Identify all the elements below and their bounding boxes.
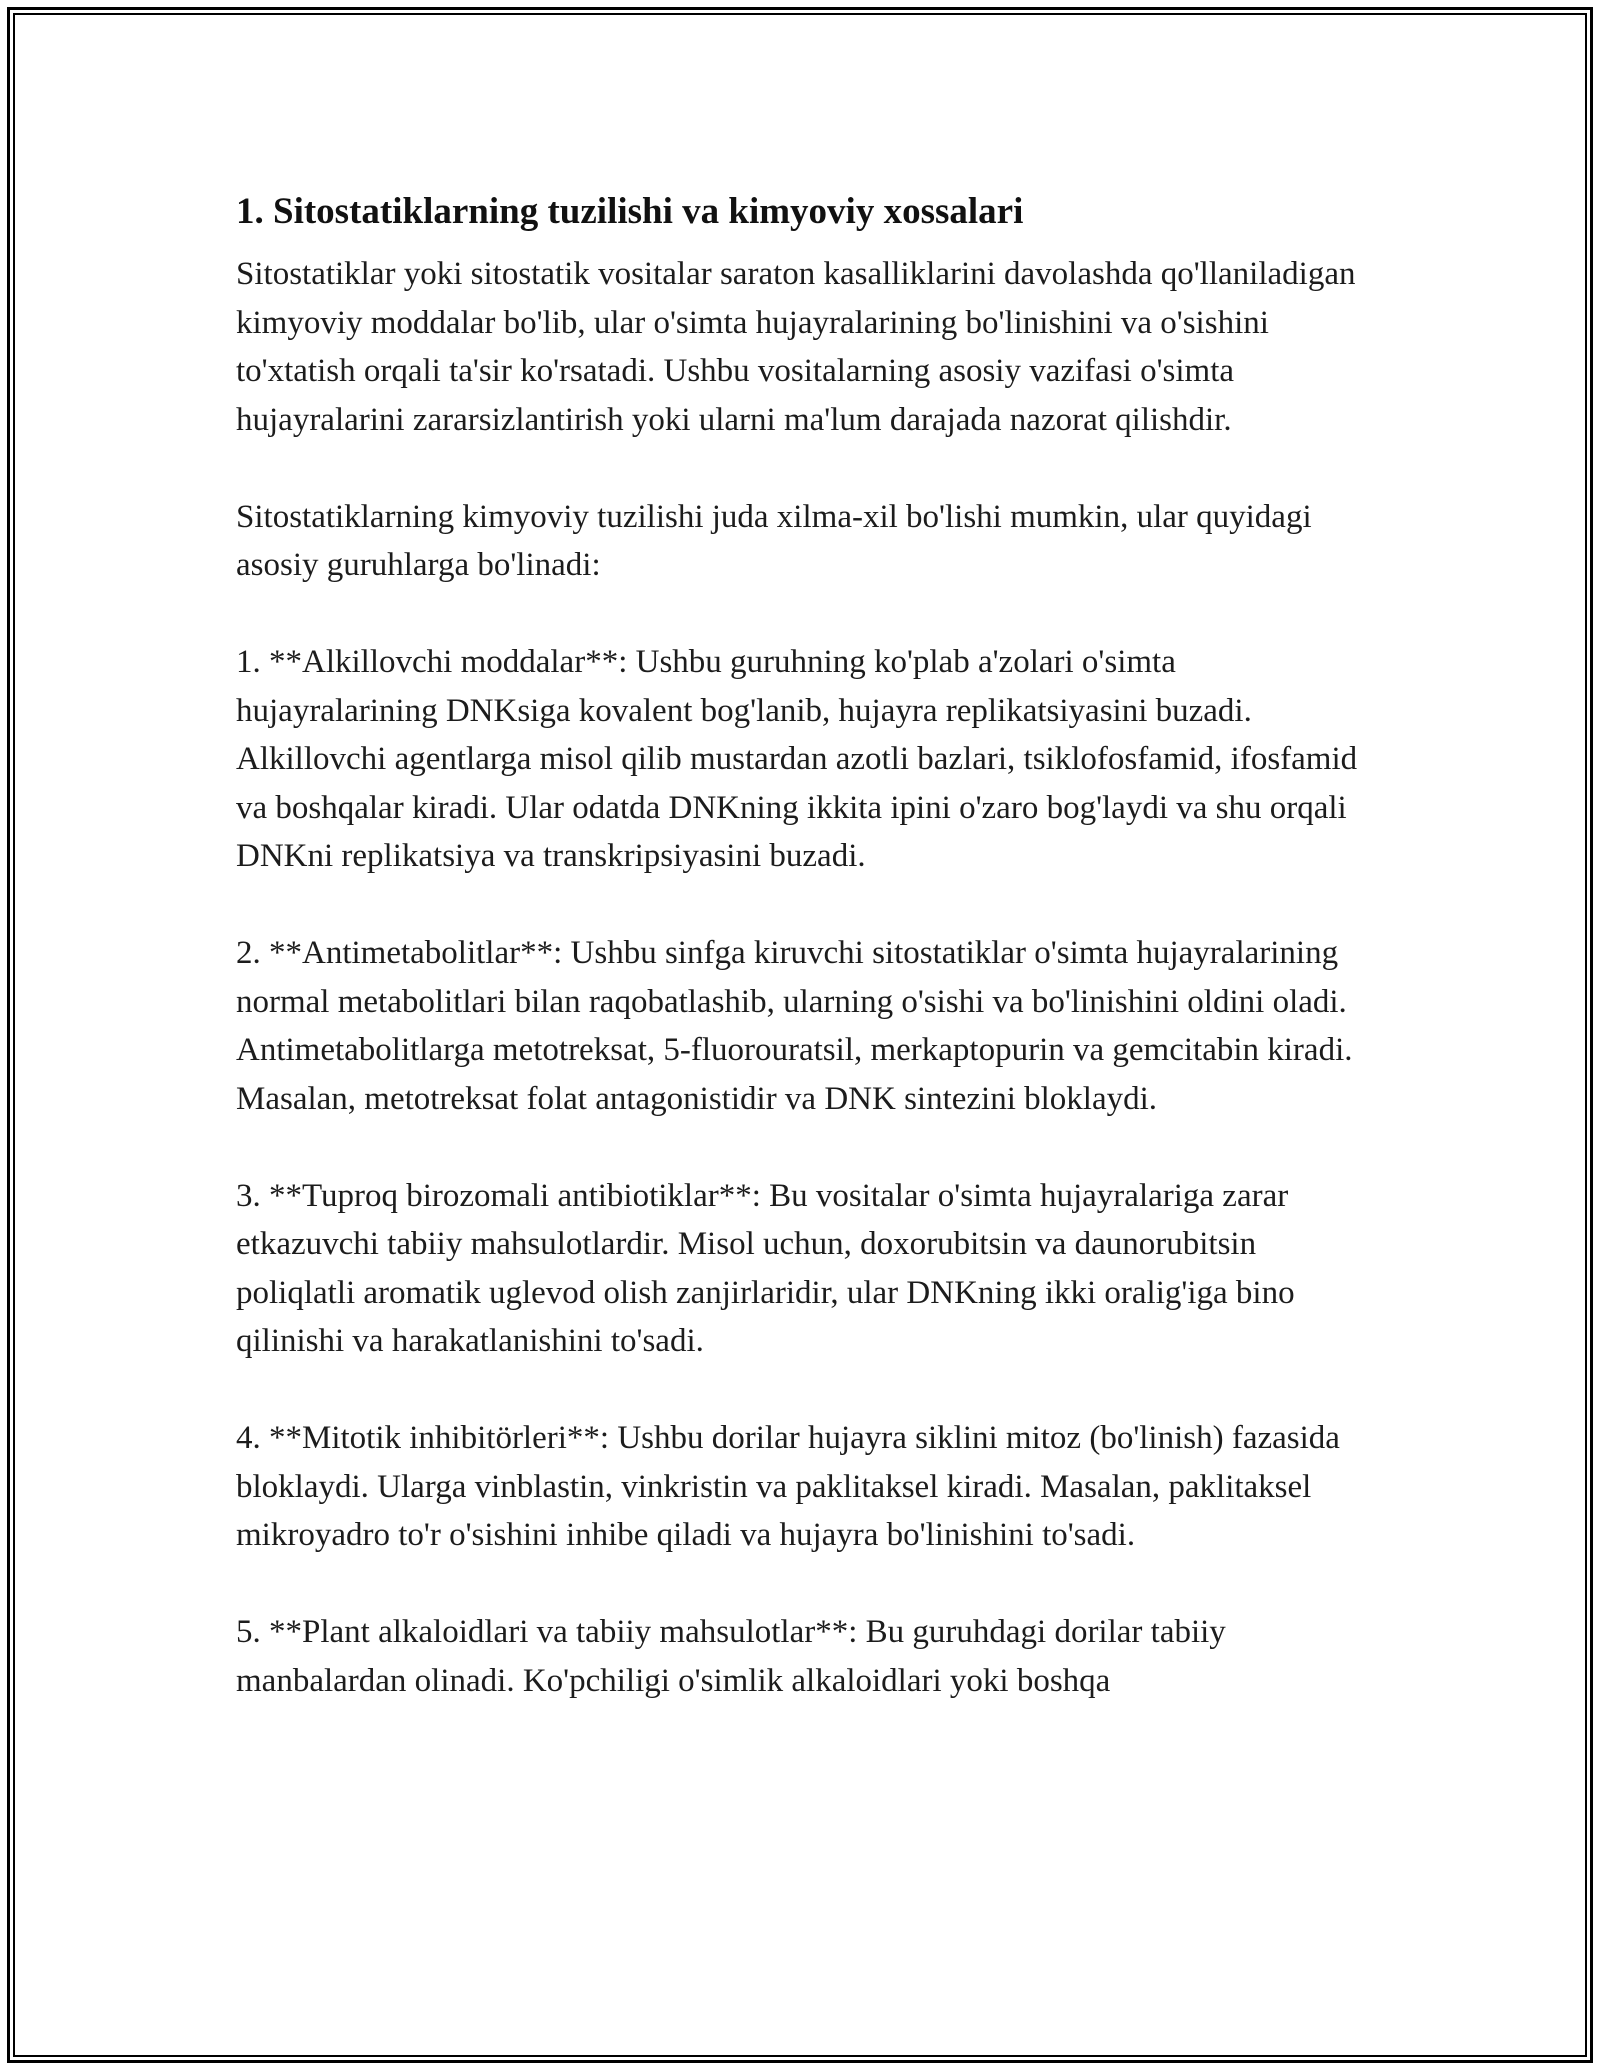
paragraph-alkylating-agents: 1. **Alkillovchi moddalar**: Ushbu guruhning ko'plab a'zolari o'simta hujayralarining DNKsiga kovalent bog'lanib, hujayra replikatsiyasini buzadi. Alkillovchi agentlarga misol qilib mustardan azotli bazlari, tsiklofosfamid, ifosfamid va boshqalar kiradi. Ular odatda DNKning ikkita ipini o'zaro bog'laydi va shu orqali DNKni replikatsiya va transkripsiyasini buzadi. [236,644,1358,874]
section-heading: 1. Sitostatiklarning tuzilishi va kimyoviy xossalari [236,191,1024,232]
paragraph-antibiotics: 3. **Tuproq birozomali antibiotiklar**: Bu vositalar o'simta hujayralariga zarar etkazuvchi tabiiy mahsulotlardir. Misol uchun, doxorubitsin va daunorubitsin poliqlatli aromatik uglevod olish zanjirlaridir, ular DNKning ikki oralig'iga bino qilinishi va harakatlanishini to'sadi. [236,1177,1295,1359]
document-body [236,188,1376,1754]
paragraph-plant-alkaloids: 5. **Plant alkaloidlari va tabiiy mahsulotlar**: Bu guruhdagi dorilar tabiiy manbalardan olinadi. Ko'pchiligi o'simlik alkaloidlari yoki boshqa [236,1614,1226,1699]
paragraph-intro: Sitostatiklar yoki sitostatik vositalar saraton kasalliklarini davolashda qo'llaniladigan kimyoviy moddalar bo'lib, ular o'simta hujayralarining bo'linishini va o'sishini to'xtatish orqali ta'sir ko'rsatadi. Ushbu vositalarning asosiy vazifasi o'simta hujayralarini zararsizlantirish yoki ularni ma'lum darajada nazorat qilishdir. [236,256,1356,438]
paragraph-antimetabolites: 2. **Antimetabolitlar**: Ushbu sinfga kiruvchi sitostatiklar o'simta hujayralarining normal metabolitlari bilan raqobatlashib, ularning o'sishi va bo'linishini oldini oladi. Antimetabolitlarga metotreksat, 5-fluorouratsil, merkaptopurin va gemcitabin kiradi. Masalan, metotreksat folat antagonistidir va DNK sintezini bloklaydi. [236,935,1353,1117]
paragraph-groups-intro: Sitostatiklarning kimyoviy tuzilishi juda xilma-xil bo'lishi mumkin, ular quyidagi asosiy guruhlarga bo'linadi: [236,498,1312,583]
paragraph-mitotic-inhibitors: 4. **Mitotik inhibitörleri**: Ushbu dorilar hujayra siklini mitoz (bo'linish) fazasida bloklaydi. Ularga vinblastin, vinkristin va paklitaksel kiradi. Masalan, paklitaksel mikroyadro to'r o'sishini inhibe qiladi va hujayra bo'linishini to'sadi. [236,1420,1340,1553]
